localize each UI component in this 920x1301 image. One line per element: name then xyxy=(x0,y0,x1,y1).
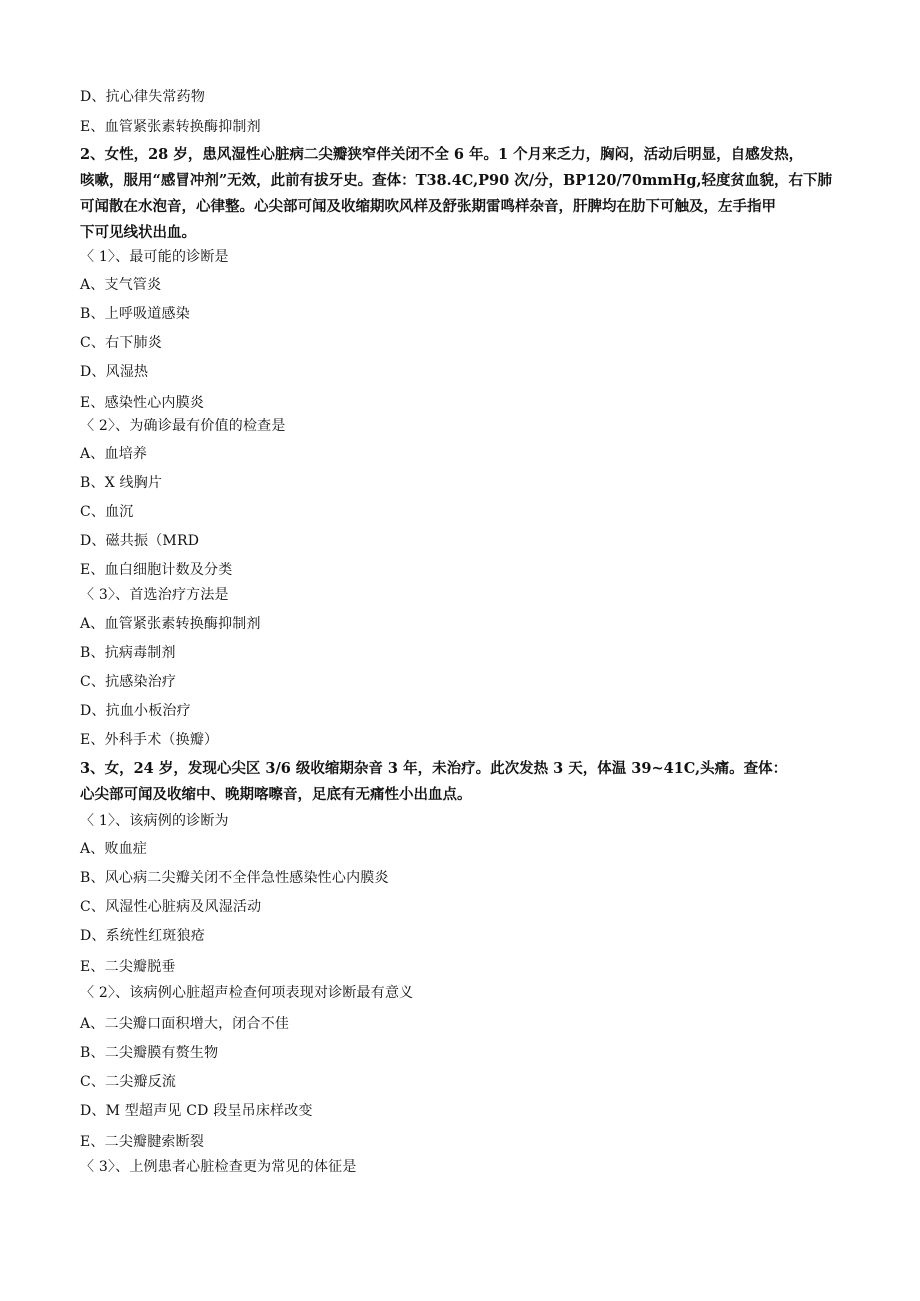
q2-sub1-option-c: C、右下肺炎 xyxy=(80,335,162,351)
question-2-stem xyxy=(80,142,840,246)
q2-sub1-option-a: A、支气管炎 xyxy=(80,277,162,293)
q2-sub3-option-a: A、血管紧张素转换酶抑制剂 xyxy=(80,616,261,632)
q2-sub1-option-b: B、上呼吸道感染 xyxy=(80,306,190,322)
question-2-line: 咳嗽，服用“感冒冲剂”无效，此前有拔牙史。查体：T38.4C,P90 次/分，BP120/70mmHg,轻度贫血貌，右下肺 xyxy=(80,172,833,189)
q3-sub2-option-e: E、二尖瓣腱索断裂 xyxy=(80,1134,205,1150)
q2-sub2-option-e: E、血白细胞计数及分类 xyxy=(80,562,233,578)
q3-sub1-option-a: A、败血症 xyxy=(80,841,148,857)
q2-sub1-stem: 〈 1〉、最可能的诊断是 xyxy=(80,249,229,265)
q3-sub2-option-b: B、二尖瓣膜有赘生物 xyxy=(80,1045,219,1061)
q3-sub2-option-a: A、二尖瓣口面积增大，闭合不佳 xyxy=(80,1016,290,1032)
q3-sub2-option-c: C、二尖瓣反流 xyxy=(80,1074,177,1090)
q2-sub3-option-b: B、抗病毒制剂 xyxy=(80,645,176,661)
question-2-line: 2、女性，28 岁，患风湿性心脏病二尖瓣狭窄伴关闭不全 6 年。1 个月来乏力，胸闷，活动后明显，自感发热， xyxy=(80,146,804,163)
q3-sub3-stem: 〈 3〉、上例患者心脏检查更为常见的体征是 xyxy=(80,1159,357,1175)
q2-sub3-option-e: E、外科手术（换瓣） xyxy=(80,732,219,748)
option-e-top: E、血管紧张素转换酶抑制剂 xyxy=(80,119,261,135)
question-2-line: 可闻散在水泡音，心律整。心尖部可闻及收缩期吹风样及舒张期雷鸣样杂音，肝脾均在肋下可触及，左手指甲 xyxy=(80,198,776,215)
q2-sub1-option-e: E、感染性心内膜炎 xyxy=(80,395,205,411)
q3-sub2-option-d: D、M 型超声见 CD 段呈吊床样改变 xyxy=(80,1103,313,1119)
q3-sub1-option-c: C、风湿性心脏病及风湿活动 xyxy=(80,899,262,915)
q2-sub3-option-d: D、抗血小板治疗 xyxy=(80,703,191,719)
question-3-line: 心尖部可闻及收缩中、晚期喀嚓音，足底有无痛性小出血点。 xyxy=(80,786,472,803)
option-d-top: D、抗心律失常药物 xyxy=(80,89,206,105)
q2-sub3-option-c: C、抗感染治疗 xyxy=(80,674,177,690)
question-3-line: 3、女，24 岁，发现心尖区 3/6 级收缩期杂音 3 年，未治疗。此次发热 3 天，体温 39~41C,头痛。查体： xyxy=(80,760,788,777)
q3-sub2-stem: 〈 2〉、该病例心脏超声检查何项表现对诊断最有意义 xyxy=(80,985,414,1001)
q3-sub1-option-d: D、系统性红斑狼疮 xyxy=(80,928,206,944)
q3-sub1-option-b: B、风心病二尖瓣关闭不全伴急性感染性心内膜炎 xyxy=(80,870,389,886)
question-3-stem xyxy=(80,756,840,808)
q2-sub2-stem: 〈 2〉、为确诊最有价值的检查是 xyxy=(80,418,286,434)
q2-sub1-option-d: D、风湿热 xyxy=(80,364,149,380)
q2-sub2-option-b: B、X 线胸片 xyxy=(80,475,163,491)
q2-sub2-option-c: C、血沉 xyxy=(80,504,134,520)
q3-sub1-option-e: E、二尖瓣脱垂 xyxy=(80,959,176,975)
question-2-line: 下可见线状出血。 xyxy=(80,224,196,241)
q3-sub1-stem: 〈 1〉、该病例的诊断为 xyxy=(80,813,229,829)
q2-sub3-stem: 〈 3〉、首选治疗方法是 xyxy=(80,587,229,603)
q2-sub2-option-d: D、磁共振（MRD xyxy=(80,533,200,549)
q2-sub2-option-a: A、血培养 xyxy=(80,446,148,462)
